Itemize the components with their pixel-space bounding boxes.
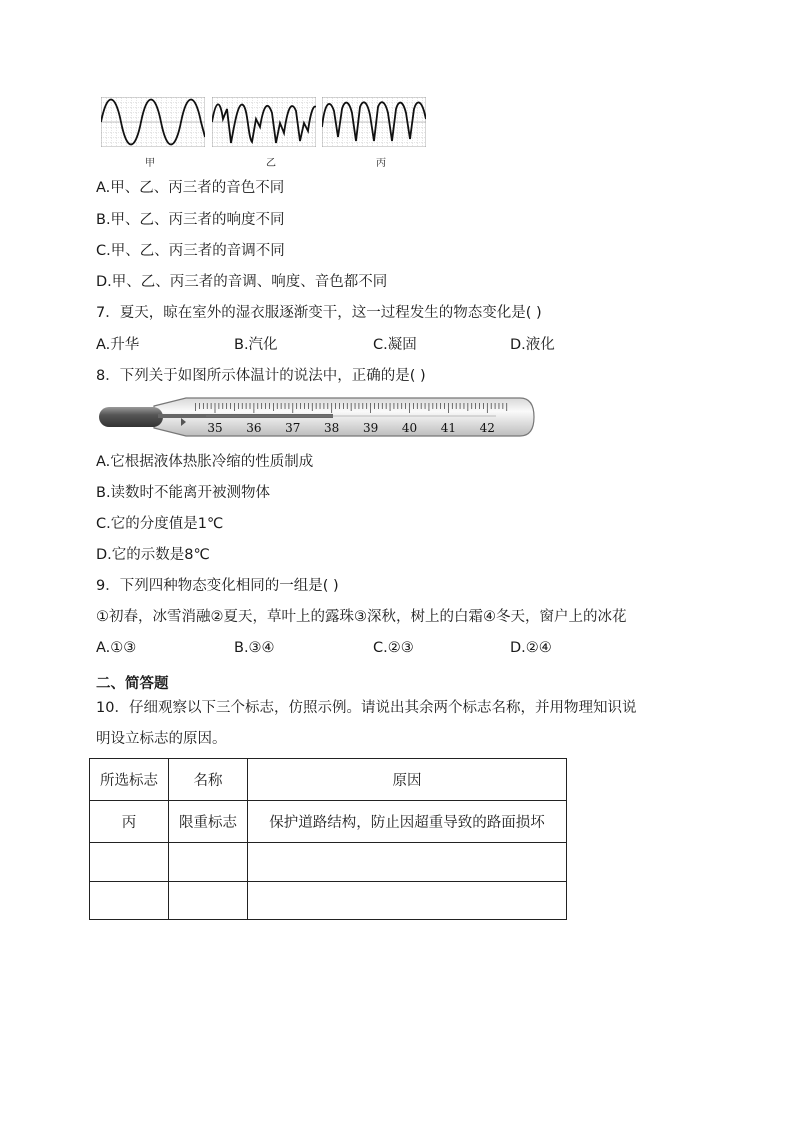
table-cell-input[interactable] — [248, 843, 567, 882]
thermometer-scale-label: 40 — [401, 421, 418, 435]
table-header-cell: 所选标志 — [90, 759, 169, 801]
q6-option-a[interactable]: A.甲、乙、丙三者的音色不同 — [96, 180, 285, 196]
q7-option-d[interactable]: D.液化 — [510, 337, 555, 353]
q9-option-d[interactable]: D.②④ — [510, 640, 552, 656]
table-header-cell: 名称 — [169, 759, 248, 801]
thermometer-scale-label: 36 — [246, 421, 262, 435]
q7-option-c[interactable]: C.凝固 — [373, 337, 417, 353]
q10-stem-line1: 10．仔细观察以下三个标志，仿照示例。请说出其余两个标志名称，并用物理知识说 — [96, 700, 637, 716]
thermometer-scale-label: 41 — [440, 421, 457, 435]
table-row — [90, 801, 567, 843]
thermometer-scale-label: 39 — [362, 421, 379, 435]
q8-option-b[interactable]: B.读数时不能离开被测物体 — [96, 485, 271, 501]
waveform-yi — [212, 97, 316, 147]
table-cell-input[interactable] — [90, 843, 169, 882]
table-header-cell: 原因 — [248, 759, 567, 801]
table-row — [90, 882, 567, 920]
q9-options — [96, 638, 696, 658]
q6-option-d[interactable]: D.甲、乙、丙三者的音调、响度、音色都不同 — [96, 274, 388, 290]
q7-option-a[interactable]: A.升华 — [96, 337, 140, 353]
table-cell: 丙 — [90, 801, 169, 843]
thermometer-figure — [96, 396, 536, 438]
thermometer-scale-label: 37 — [285, 421, 301, 435]
table-cell: 保护道路结构，防止因超重导致的路面损坏 — [248, 801, 567, 843]
thermometer-scale-label: 42 — [479, 421, 495, 435]
q6-option-b[interactable]: B.甲、乙、丙三者的响度不同 — [96, 212, 285, 228]
thermometer-scale-label: 35 — [207, 421, 223, 435]
q7-options — [96, 335, 696, 355]
table-cell-input[interactable] — [169, 843, 248, 882]
q6-option-c[interactable]: C.甲、乙、丙三者的音调不同 — [96, 243, 285, 259]
table-header-row — [90, 759, 567, 801]
q8-option-c[interactable]: C.它的分度值是1℃ — [96, 516, 224, 532]
waveform-label-yi: 乙 — [266, 158, 276, 169]
q7-option-b[interactable]: B.汽化 — [234, 337, 278, 353]
q9-stem: 9．下列四种物态变化相同的一组是( ) — [96, 578, 339, 594]
table-cell: 限重标志 — [169, 801, 248, 843]
answer-table — [89, 758, 567, 920]
q8-option-d[interactable]: D.它的示数是8℃ — [96, 547, 210, 563]
waveform-jia — [101, 97, 205, 147]
q7-stem: 7．夏天，晾在室外的湿衣服逐渐变干，这一过程发生的物态变化是( ) — [96, 305, 542, 321]
q9-items: ①初春，冰雪消融②夏天，草叶上的露珠③深秋，树上的白霜④冬天，窗户上的冰花 — [96, 609, 627, 625]
waveform-label-jia: 甲 — [145, 158, 155, 169]
thermometer-scale-label: 38 — [324, 421, 340, 435]
section-title: 二、简答题 — [96, 676, 169, 692]
q8-option-a[interactable]: A.它根据液体热胀冷缩的性质制成 — [96, 454, 314, 470]
table-cell-input[interactable] — [169, 882, 248, 920]
q8-stem: 8．下列关于如图所示体温计的说法中，正确的是( ) — [96, 368, 426, 384]
waveform-label-bing: 丙 — [376, 158, 386, 169]
table-row — [90, 843, 567, 882]
q10-stem-line2: 明设立标志的原因。 — [96, 731, 227, 747]
q9-option-c[interactable]: C.②③ — [373, 640, 414, 656]
table-cell-input[interactable] — [90, 882, 169, 920]
table-cell-input[interactable] — [248, 882, 567, 920]
waveform-bing — [322, 97, 426, 147]
q9-option-b[interactable]: B.③④ — [234, 640, 275, 656]
q9-option-a[interactable]: A.①③ — [96, 640, 137, 656]
